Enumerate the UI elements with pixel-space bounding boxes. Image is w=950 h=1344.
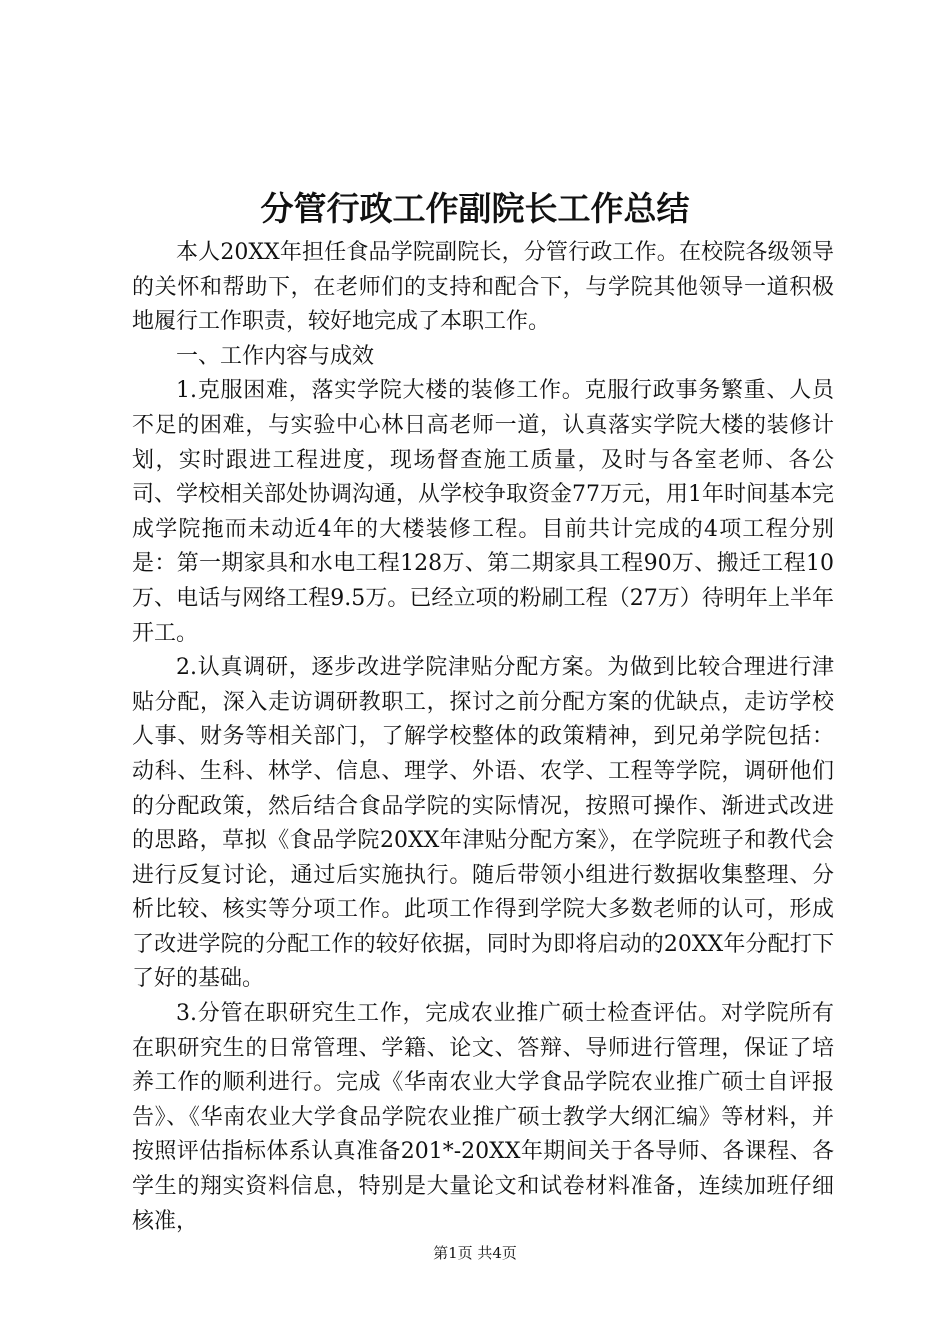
item-2-paragraph: 2.认真调研，逐步改进学院津贴分配方案。为做到比较合理进行津贴分配，深入走访调研教职工，探讨之前分配方案的优缺点，走访学校人事、财务等相关部门，了解学校整体的政策精神，到兄弟学院包括：动科、生科、林学、信息、理学、外语、农学、工程等学院，调研他们的分配政策，然后结合食品学院的实际情况，按照可操作、渐进式改进的思路，草拟《食品学院20XX年津贴分配方案》，在学院班子和教代会进行反复讨论，通过后实施执行。随后带领小组进行数据收集整理、分析比较、核实等分项工作。此项工作得到学院大多数老师的认可，形成了改进学院的分配工作的较好依据，同时为即将启动的20XX年分配打下了好的基础。: [132, 655, 834, 992]
item-3-paragraph: 3.分管在职研究生工作，完成农业推广硕士检查评估。对学院所有在职研究生的日常管理、学籍、论文、答辩、导师进行管理，保证了培养工作的顺利进行。完成《华南农业大学食品学院农业推广硕士自评报告》、《华南农业大学食品学院农业推广硕士教学大纲汇编》等材料，并按照评估指标体系认真准备201*-20XX年期间关于各导师、各课程、各学生的翔实资料信息，特别是大量论文和试卷材料准备，连续加班仔细核准，: [132, 1001, 834, 1234]
document-title: 分管行政工作副院长工作总结: [260, 189, 690, 228]
item-1-paragraph: 1.克服困难，落实学院大楼的装修工作。克服行政事务繁重、人员不足的困难，与实验中心林日高老师一道，认真落实学院大楼的装修计划，实时跟进工程进度，现场督查施工质量，及时与各室老师、各公司、学校相关部处协调沟通，从学校争取资金77万元，用1年时间基本完成学院拖而未动近4年的大楼装修工程。目前共计完成的4项工程分别是：第一期家具和水电工程128万、第二期家具工程90万、搬迁工程10万、电话与网络工程9.5万。已经立项的粉刷工程（27万）待明年上半年开工。: [132, 378, 834, 646]
section-heading: 一、工作内容与成效: [176, 343, 375, 369]
document-body: [132, 236, 834, 1239]
intro-paragraph: 本人20XX年担任食品学院副院长，分管行政工作。在校院各级领导的关怀和帮助下，在老师们的支持和配合下，与学院其他领导一道积极地履行工作职责，较好地完成了本职工作。: [132, 240, 834, 335]
page-number: 第1页 共4页: [433, 1244, 517, 1262]
